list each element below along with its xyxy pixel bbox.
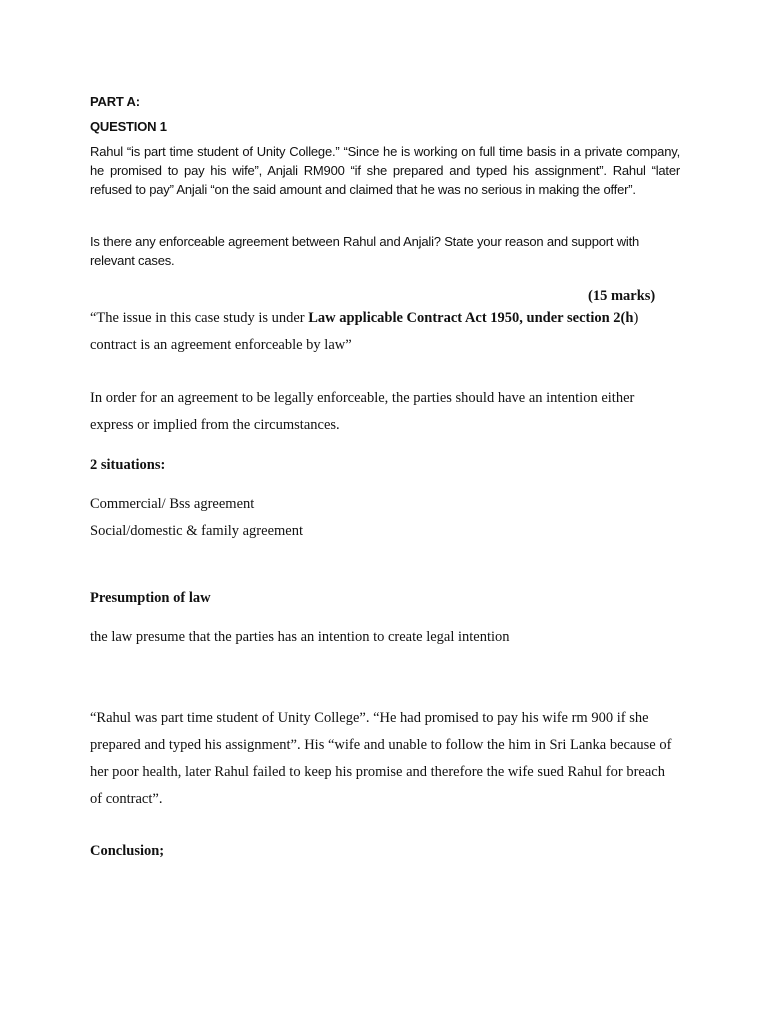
issue-paragraph — [90, 305, 680, 359]
issue-bold-text: Law applicable Contract Act 1950, under section 2(h — [308, 310, 634, 326]
situations-heading: 2 situations: — [90, 457, 166, 473]
question-heading: QUESTION 1 — [90, 119, 167, 134]
case-paragraph: “Rahul was part time student of Unity College”. “He had promised to pay his wife rm 900 if she prepared and typed his assignment”. His “wife and unable to follow the him in Sri Lanka because of her poor health, later Rahul failed to keep his promise and therefore the wife sued Rahul for breach of contract”. — [90, 710, 672, 807]
presumption-heading: Presumption of law — [90, 590, 211, 606]
marks-label: (15 marks) — [588, 288, 656, 304]
part-heading: PART A: — [90, 94, 140, 109]
issue-prefix: “The issue in this case study is under — [90, 310, 309, 326]
question-prompt: Is there any enforceable agreement between Rahul and Anjali? State your reason and support with relevant cases. — [90, 234, 640, 268]
presumption-text: the law presume that the parties has an intention to create legal intention — [90, 629, 510, 645]
question-text: Rahul “is part time student of Unity College.” “Since he is working on full time basis in a private company, he promised to pay his wife”, Anjali RM900 “if she prepared and typed his assignment”. Rahul “later refused to pay” Anjali “on the said amount and claimed that he was no serious in making the offer”. — [90, 144, 680, 197]
issue-suffix: ) contract is an agreement enforceable by law” — [90, 310, 639, 353]
situation-item-social: Social/domestic & family agreement — [90, 523, 304, 539]
situation-item-commercial: Commercial/ Bss agreement — [90, 496, 255, 512]
intention-paragraph: In order for an agreement to be legally enforceable, the parties should have an intention either express or implied from the circumstances. — [90, 390, 635, 433]
conclusion-heading: Conclusion; — [90, 843, 165, 859]
